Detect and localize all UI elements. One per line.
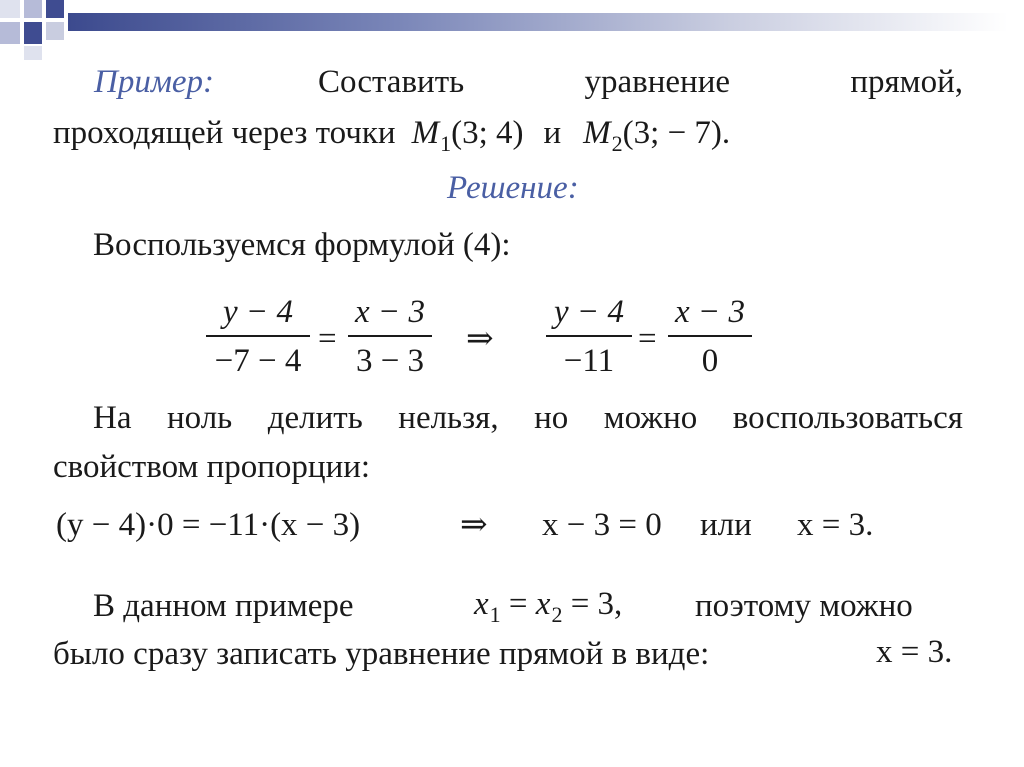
x1-index: 1 xyxy=(489,602,501,627)
fraction-3 xyxy=(546,296,632,378)
implies-arrow-1: ⇒ xyxy=(466,321,494,357)
implies-arrow-2: ⇒ xyxy=(460,507,488,543)
fraction-4-denominator: 0 xyxy=(701,343,719,379)
fraction-1-numerator: y − 4 xyxy=(223,294,293,330)
proportion-left-equation: (y − 4)·0 = −11·(x − 3) xyxy=(56,507,361,543)
equals-sign-2: = xyxy=(638,321,657,357)
example-line1-words xyxy=(318,66,963,99)
zero-word: ноль xyxy=(166,400,233,436)
example-line2-text: проходящей через точки xyxy=(53,115,396,151)
fraction-1-denominator: −7 − 4 xyxy=(214,343,302,379)
corner-square-7 xyxy=(24,46,42,60)
zero-division-line2: свойством пропорции: xyxy=(53,449,371,485)
solution-label: Решение: xyxy=(447,170,579,206)
corner-square-5 xyxy=(24,22,42,44)
zero-word: воспользоваться xyxy=(732,400,963,436)
fraction-1 xyxy=(206,296,310,378)
proportion-result: x = 3. xyxy=(797,507,874,543)
fraction-3-numerator: y − 4 xyxy=(554,294,624,330)
zero-word: нельзя, xyxy=(398,400,499,436)
fraction-3-denominator: −11 xyxy=(563,343,615,379)
example-line2 xyxy=(53,115,731,156)
zero-word: делить xyxy=(267,400,363,436)
point-m1-coords: (3; 4) xyxy=(451,115,524,151)
x2-index: 2 xyxy=(551,602,563,627)
conclusion-line2: было сразу записать уравнение прямой в виде: xyxy=(53,636,710,672)
equals-a: = xyxy=(500,586,536,622)
x2-letter: x xyxy=(535,586,551,622)
corner-square-4 xyxy=(0,22,20,44)
proportion-middle-equation: x − 3 = 0 xyxy=(542,507,662,543)
or-word: или xyxy=(700,507,752,543)
point-m2-index: 2 xyxy=(611,131,623,156)
example-word: прямой, xyxy=(850,64,963,100)
fraction-4-numerator: x − 3 xyxy=(675,294,745,330)
zero-word: можно xyxy=(603,400,698,436)
fraction-2-denominator: 3 − 3 xyxy=(355,343,425,379)
corner-square-3 xyxy=(46,0,64,18)
conclusion-prefix: В данном примере xyxy=(93,588,354,624)
header-gradient-bar xyxy=(68,13,1008,31)
example-word: Составить xyxy=(318,64,465,100)
equals-b: = 3, xyxy=(562,586,623,622)
fraction-2 xyxy=(348,296,432,378)
point-m2-coords: (3; − 7). xyxy=(622,115,731,151)
corner-square-1 xyxy=(0,0,20,18)
x1-letter: x xyxy=(474,586,489,622)
fraction-4 xyxy=(668,296,752,378)
point-m2-letter: M xyxy=(583,115,611,151)
final-answer: x = 3. xyxy=(876,634,953,670)
equals-sign-1: = xyxy=(318,321,337,357)
example-label: Пример: xyxy=(94,64,215,100)
zero-word: но xyxy=(534,400,569,436)
fraction-2-numerator: x − 3 xyxy=(355,294,425,330)
zero-division-line1 xyxy=(93,402,963,435)
and-word: и xyxy=(543,115,562,151)
corner-square-6 xyxy=(46,22,64,40)
example-word: уравнение xyxy=(584,64,731,100)
corner-square-2 xyxy=(24,0,42,18)
conclusion-equality xyxy=(474,586,623,627)
conclusion-suffix: поэтому можно xyxy=(695,588,913,624)
point-m1-index: 1 xyxy=(440,131,452,156)
formula-intro: Воспользуемся формулой (4): xyxy=(93,227,511,263)
zero-word: На xyxy=(93,400,132,436)
point-m1-letter: M xyxy=(411,115,440,151)
